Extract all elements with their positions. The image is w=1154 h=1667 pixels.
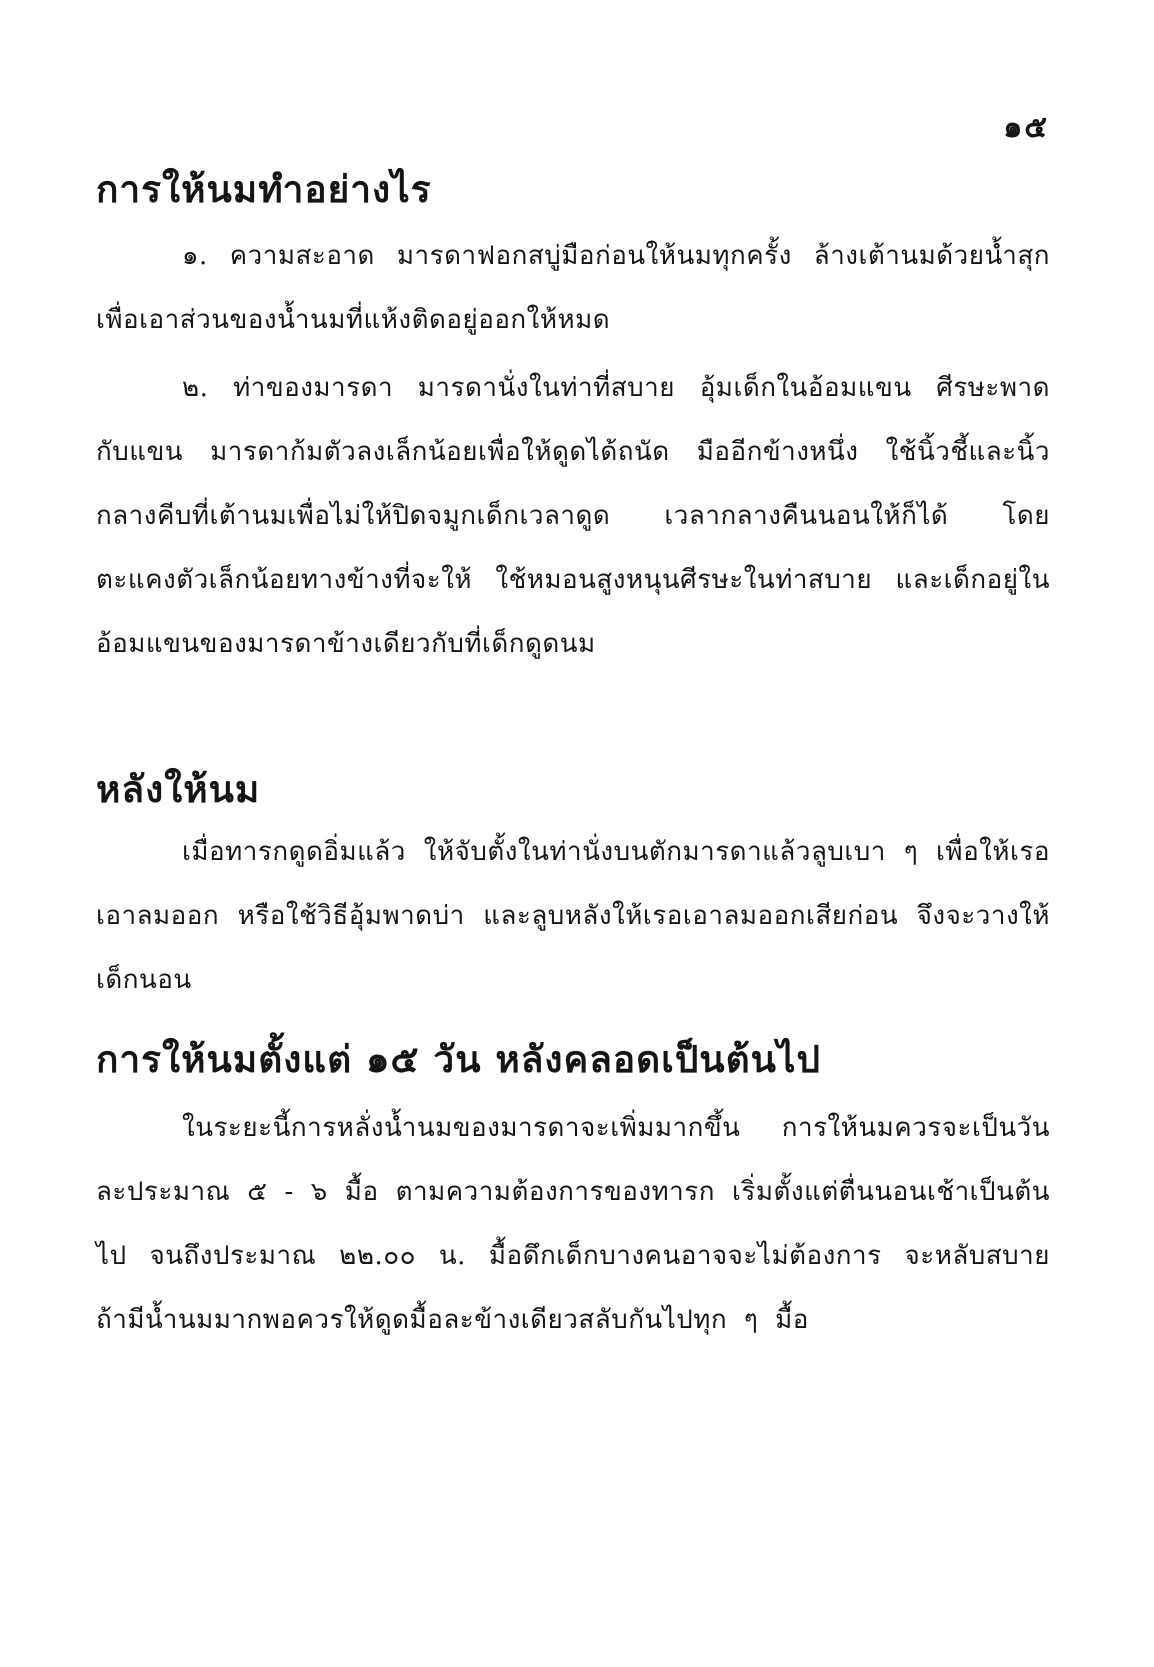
page-number: ๑๕ [1003,110,1049,145]
paragraph-cleanliness: ๑. ความสะอาด มารดาฟอกสบู่มือก่อนให้นมทุกครั้ง ล้างเต้านมด้วยน้ำสุก เพื่อเอาส่วนของน้ำนมที่แห้งติดอยู่ออกให้หมด [96,241,1050,335]
section-heading-feeding-from-day-15: การให้นมตั้งแต่ ๑๕ วัน หลังคลอดเป็นต้นไป [96,1038,822,1081]
section-heading-after-feeding: หลังให้นม [96,768,261,811]
paragraph-mother-posture: ๒. ท่าของมารดา มารดานั่งในท่าที่สบาย อุ้มเด็กในอ้อมแขน ศีรษะพาดกับแขน มารดาก้มตัวลงเล็กน้อยเพื่อให้ดูดได้ถนัด มืออีกข้างหนึ่ง ใช้นิ้วชี้และนิ้วกลางคีบที่เต้านมเพื่อไม่ให้ปิดจมูกเด็กเวลาดูด เวลากลางคืนนอนให้ก็ได้ โดยตะแคงตัวเล็กน้อยทางข้างที่จะให้ ใช้หมอนสูงหนุนศีรษะในท่าสบาย และเด็กอยู่ในอ้อมแขนของมารดาข้างเดียวกับที่เด็กดูดนม [96,373,1050,659]
paragraph-feeding-schedule: ในระยะนี้การหลั่งน้ำนมของมารดาจะเพิ่มมากขึ้น การให้นมควรจะเป็นวันละประมาณ ๕ - ๖ มื้อ ตามความต้องการของทารก เริ่มตั้งแต่ตื่นนอนเช้าเป็นต้นไป จนถึงประมาณ ๒๒.๐๐ น. มื้อดึกเด็กบางคนอาจจะไม่ต้องการ จะหลับสบาย ถ้ามีน้ำนมมากพอควรให้ดูดมื้อละข้างเดียวสลับกันไปทุก ๆ มื้อ [96,1113,1050,1335]
paragraph-burping: เมื่อทารกดูดอิ่มแล้ว ให้จับตั้งในท่านั่งบนตักมารดาแล้วลูบเบา ๆ เพื่อให้เรอเอาลมออก หรือใช้วิธีอุ้มพาดบ่า และลูบหลังให้เรอเอาลมออกเสียก่อน จึงจะวางให้เด็กนอน [96,837,1050,995]
section-heading-how-to-feed: การให้นมทำอย่างไร [96,168,432,211]
